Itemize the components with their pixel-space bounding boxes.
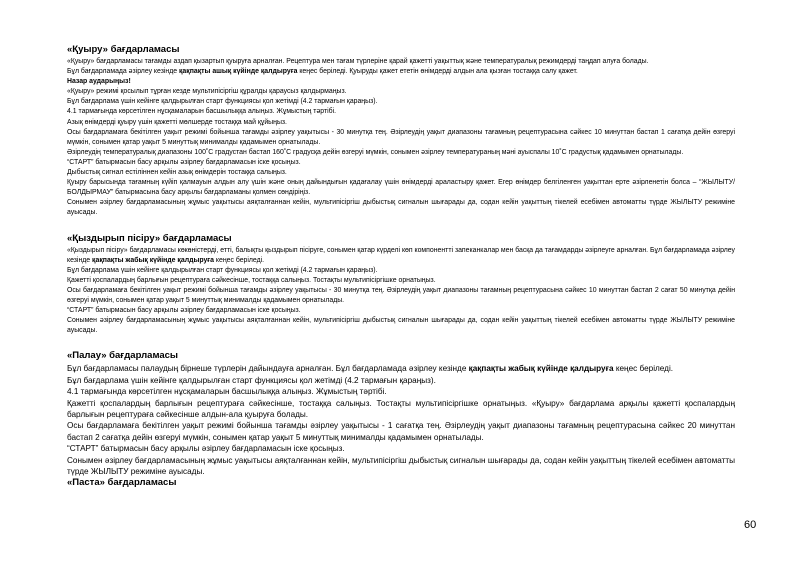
paragraph: “СТАРТ” батырмасын басу арқылы әзірлеу бағдарламасын іске қосыңыз. [67,307,301,315]
paragraph: Осы бағдарламаға бекітілген уақыт режимі бойынша тағамды әзірлеу уақытысы - 1 сағатқа тең. Әзірлеудің уақыт диапазоны тағамның рецептурасына сәйкес 20 минуттан бастап 2 сағатқа дейін өзгеруі мүмкін, сонымен қатар уақыт 5 минуттық минималды қадамымен орнатылады. [67,421,735,442]
paragraph: “СТАРТ” батырмасын басу арқылы әзірлеу бағдарламасын іске қосыңыз. [67,158,301,166]
section-kyzdyryp [67,233,735,337]
paragraph: Сонымен әзірлеу бағдарламасының жұмыс уақытысы аяқталғаннан кейін, мультипісіргіш дыбыстық сигналын шығарады да, содан кейін уақыттың тікелей есебімен автоматты түрде ЖЫЛЫТУ режиміне ауысады. [67,455,735,476]
paragraph: Азық өнімдерді қуыру үшін қажетті мөлшерде тостаққа май құйыңыз. [67,118,287,126]
document-page [67,44,735,490]
paragraph: «Қуыру» бағдарламасы тағамды аздап қызартып қуыруға арналған. Рецептура мен тағам түрлеріне қарай қажетті уақыттық және температуралық режимдерді таңдап алуға болады. [67,58,649,65]
paragraph: Қуыру барысында тағамның күйіп қалмауын алдын алу үшін және оның дайындығын қадағалау үшін өнімдерді араластыру қажет. Егер өнімдер белгіленген уақыттан ерте әзірленетін болса – “ЖЫЛЫТУ/БОЛДЫРМАУ” батырмасына басу арқылы бағдарламаны қолмен сөндіріңіз. [67,179,735,197]
attention-note: Назар аударыңыз! [67,78,131,86]
paragraph: Дыбыстық сигнал естіліннен кейін азық өнімдерін тостаққа салыңыз. [67,169,287,177]
page-number: 60 [744,519,757,531]
paragraph: Бұл бағдарламада әзірлеу кезінде қақпақты ашық күйінде қалдыруға кеңес беріледі. Қуыруды қажет ететін өнімдерді алдын ала қызған тостаққа салу қажет. [67,68,578,76]
paragraph: 4.1 тармағында көрсетілген нұсқамаларын басшылыққа алыңыз. Жұмыстың тәртібі. [67,387,387,397]
paragraph: Қажетті қоспалардың барлығын рецептураға сәйкесінше, тостаққа салыңыз. Тостақты мультипісіргішке орнатыңыз. «Қуыру» бағдарлама арқылы қажетті қоспалардың барлығын рецептураға сәйкесінше алдын-ала қуыруға болады. [67,398,735,419]
paragraph: Бұл бағдарлама үшін кейінге қалдырылған старт функциясы қол жетімді (4.2 тармағын қараңыз). [67,375,436,385]
section-title-kuyru: «Қуыру» бағдарламасы [67,44,180,55]
paragraph: “СТАРТ” батырмасын басу арқылы әзірлеу бағдарламасын іске қосыңыз. [67,444,345,454]
section-title-pasta: «Паста» бағдарламасы [67,477,177,489]
section-title-palau: «Палау» бағдарламасы [67,350,179,362]
paragraph: Бұл бағдарлама үшін кейінге қалдырылған старт функциясы қол жетімді (4.2 тармағын қараңыз). [67,266,378,274]
paragraph: Бұл бағдарлама үшін кейінге қалдырылған старт функциясы қол жетімді (4.2 тармағын қараңыз). [67,98,378,106]
paragraph: Сонымен әзірлеу бағдарламасының жұмыс уақытысы аяқталғаннан кейін, мультипісіргіш дыбыстық сигналын шығарады да, содан кейін уақыттың тікелей есебімен автоматты түрде ЖЫЛЫТУ режиміне ауысады. [67,199,735,217]
emphasis-text: қақпақты жабық күйінде қалдыруға [468,364,614,374]
paragraph: Осы бағдарламаға бекітілген уақыт режимі бойынша тағамды әзірлеу уақытысы - 30 минутқа тең. Әзірлеудің уақыт диапазоны тағамның рецептурасына сәйкес 10 минуттан бастап 1 сағатқа дейін өзгеруі мүмкін, сонымен қатар уақыт 5 минуттық минималды қадамымен орнатылады. [67,128,735,146]
emphasis-text: қақпақты жабық күйінде қалдыруға [92,256,214,264]
paragraph: «Қыздырып пісіру» бағдарламасы көкөністерді, етті, балықты қыздырып пісіруге, сонымен қатар күрделі көп компоненттi запеканкалар мен басқа да тағамдарды әзірлеуге арналған. Бұл бағдарламада әзірлеу кезінде қақпақты жабық күйінде қалдыруға кеңес беріледі. [67,246,735,264]
section-palau [67,350,735,489]
paragraph: Әзірлеудің температуралық диапазоны 100˚С градустан бастап 160˚С градусқа дейін өзгеруі мүмкін, сонымен әзірлеу температураның мәні ауыспалы 10˚С градустық қадамымен орнатылады. [67,148,684,156]
paragraph: Осы бағдарламаға бекітілген уақыт режимі бойынша тағамды әзірлеу уақытысы - 30 минутқа тең. Әзірлеудің уақыт диапазоны тағамның рецептурасына сәйкес 10 минуттан бастап 2 сағат 50 минутқа дейін өзгеруі мүмкін, сонымен қатар уақыт 5 минуттық минималды қадамымен орнатылады. [67,286,735,304]
section-title-kyzdyryp: «Қыздырып пісіру» бағдарламасы [67,232,232,244]
emphasis-text: қақпақты ашық күйінде қалдыруға [178,68,298,76]
paragraph: Бұл бағдарламасы палаудың бірнеше түрлерін дайындауға арналған. Бұл бағдарламада әзірлеу кезінде қақпақты жабық күйінде қалдыруға кеңес беріледі. [67,364,674,374]
paragraph: «Қуыру» режимі қосылып тұрған кезде мультипісіргіш құралды қараусыз қалдырмаңыз. [67,88,347,96]
paragraph: Сонымен әзірлеу бағдарламасының жұмыс уақытысы аяқталғаннан кейін, мультипісіргіш дыбыстық сигналын шығарады да, содан кейін уақыттың тікелей есебімен автоматты түрде ЖЫЛЫТУ режиміне ауысады. [67,317,735,335]
paragraph: Қажетті қоспалардың барлығын рецептураға сәйкесінше, тостаққа салыңыз. Тостақты мультипісіргішке орнатыңыз. [67,276,436,284]
section-kuyru [67,44,735,219]
paragraph: 4.1 тармағында көрсетілген нұсқамаларын басшылыққа алыңыз. Жұмыстың тәртібі. [67,108,337,116]
